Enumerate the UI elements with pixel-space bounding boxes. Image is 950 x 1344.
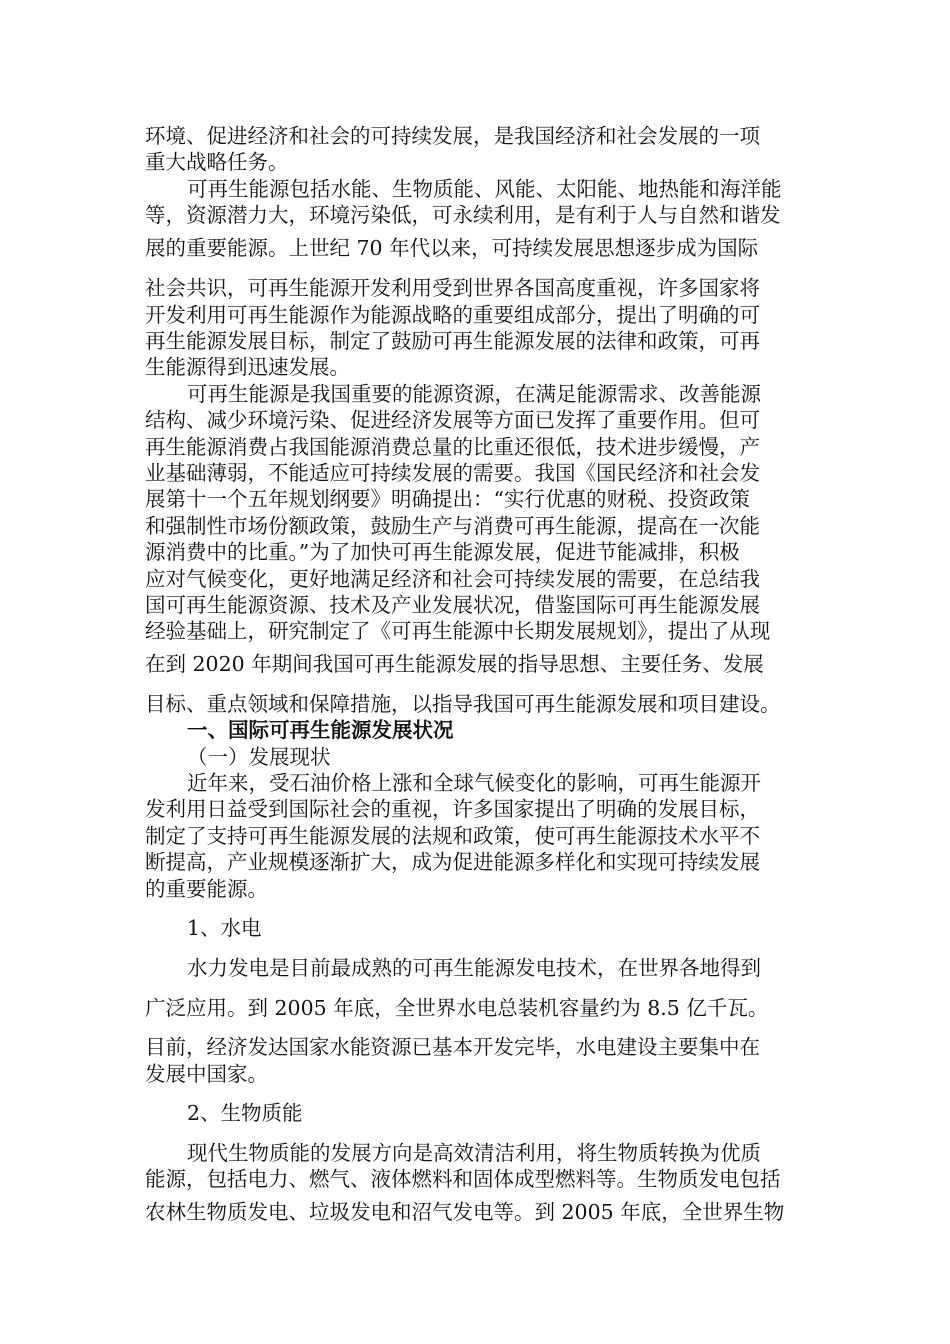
body-text-line: 国可再生能源资源、技术及产业发展状况，借鉴国际可再生能源发展	[145, 593, 760, 617]
body-text-line: 结构、减少环境污染、促进经济发展等方面已发挥了重要作用。但可	[145, 408, 760, 432]
body-text-line: 生能源得到迅速发展。	[145, 355, 350, 379]
body-text-line: 目前，经济发达国家水能资源已基本开发完毕，水电建设主要集中在	[145, 1035, 760, 1059]
body-text-line: 社会共识，可再生能源开发利用受到世界各国高度重视，许多国家将	[145, 276, 760, 300]
body-text-line: 展的重要能源。上世纪 70 年代以来，可持续发展思想逐步成为国际	[145, 236, 759, 260]
body-text-line: 在到 2020 年期间我国可再生能源发展的指导思想、主要任务、发展	[145, 652, 764, 676]
body-text-line: 的重要能源。	[145, 877, 268, 901]
body-text-line: 源消费中的比重。”为了加快可再生能源发展，促进节能减排，积极	[145, 540, 740, 564]
body-text-line: 业基础薄弱，不能适应可持续发展的需要。我国《国民经济和社会发	[145, 461, 760, 485]
body-text-line: 广泛应用。到 2005 年底，全世界水电总装机容量约为 8.5 亿千瓦。	[145, 996, 769, 1020]
body-text-line: 再生能源发展目标，制定了鼓励可再生能源发展的法律和政策，可再	[145, 329, 760, 353]
body-text-line: 近年来，受石油价格上涨和全球气候变化的影响，可再生能源开	[187, 771, 761, 795]
body-text-line: 展第十一个五年规划纲要》明确提出：“实行优惠的财税、投资政策	[145, 487, 750, 511]
body-text-line: 等，资源潜力大，环境污染低，可永续利用，是有利于人与自然和谐发	[145, 203, 781, 227]
body-text-line: 和强制性市场份额政策，鼓励生产与消费可再生能源，提高在一次能	[145, 514, 760, 538]
body-text-line: 应对气候变化，更好地满足经济和社会可持续发展的需要，在总结我	[145, 567, 760, 591]
section-heading: 一、国际可再生能源发展状况	[187, 718, 454, 742]
body-text-line: 环境、促进经济和社会的可持续发展，是我国经济和社会发展的一项	[145, 124, 760, 148]
body-text-line: 开发利用可再生能源作为能源战略的重要组成部分，提出了明确的可	[145, 303, 760, 327]
body-text-line: 可再生能源是我国重要的能源资源，在满足能源需求、改善能源	[187, 382, 761, 406]
body-text-line: 农林生物质发电、垃圾发电和沼气发电等。到 2005 年底，全世界生物	[145, 1200, 785, 1224]
subsection-heading: （一）发展现状	[187, 745, 331, 769]
body-text-line: 现代生物质能的发展方向是高效清洁利用，将生物质转换为优质	[187, 1141, 761, 1165]
body-text-line: 发展中国家。	[145, 1062, 268, 1086]
item-heading: 1、水电	[187, 916, 262, 940]
body-text-line: 发利用日益受到国际社会的重视，许多国家提出了明确的发展目标，	[145, 797, 760, 821]
item-heading: 2、生物质能	[187, 1101, 303, 1125]
body-text-line: 断提高，产业规模逐渐扩大，成为促进能源多样化和实现可持续发展	[145, 850, 760, 874]
body-text-line: 制定了支持可再生能源发展的法规和政策，使可再生能源技术水平不	[145, 824, 760, 848]
body-text-line: 可再生能源包括水能、生物质能、风能、太阳能、地热能和海洋能	[187, 177, 782, 201]
body-text-line: 经验基础上，研究制定了《可再生能源中长期发展规划》，提出了从现	[145, 619, 771, 643]
body-text-line: 目标、重点领域和保障措施，以指导我国可再生能源发展和项目建设。	[145, 692, 781, 716]
body-text-line: 水力发电是目前最成熟的可再生能源发电技术，在世界各地得到	[187, 956, 761, 980]
body-text-line: 再生能源消费占我国能源消费总量的比重还很低，技术进步缓慢，产	[145, 435, 760, 459]
body-text-line: 重大战略任务。	[145, 150, 289, 174]
body-text-line: 能源，包括电力、燃气、液体燃料和固体成型燃料等。生物质发电包括	[145, 1167, 781, 1191]
